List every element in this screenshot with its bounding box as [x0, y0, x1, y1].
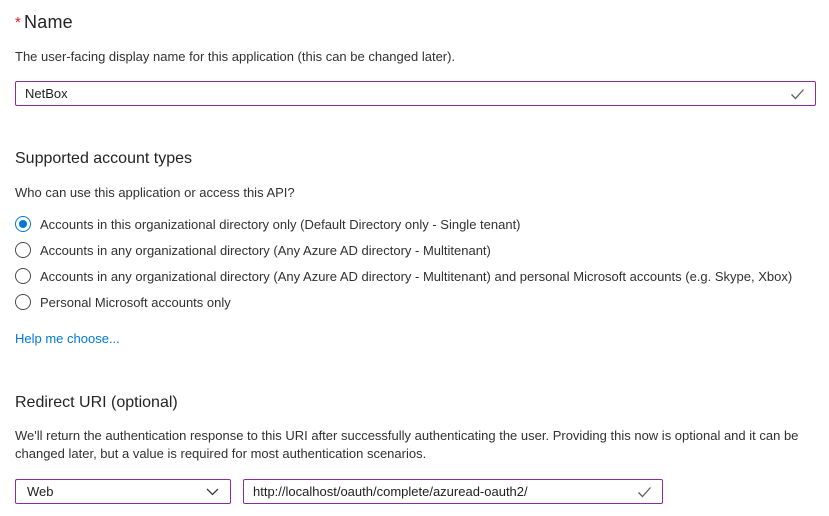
help-me-choose-link[interactable]: Help me choose...: [15, 331, 120, 346]
name-field-label-text: Name: [24, 12, 73, 32]
chevron-down-icon: [206, 488, 219, 496]
radio-option-single-tenant[interactable]: [15, 211, 816, 237]
redirect-uri-row: [15, 479, 816, 504]
radio-button-icon[interactable]: [15, 242, 31, 258]
radio-option-label: Accounts in this organizational directory only (Default Directory only - Single tenant): [40, 216, 521, 232]
redirect-uri-section: [15, 394, 816, 504]
platform-select[interactable]: [15, 479, 231, 504]
name-input-container: [15, 81, 816, 106]
checkmark-icon: [790, 88, 805, 100]
required-asterisk: *: [15, 14, 22, 31]
radio-option-label: Personal Microsoft accounts only: [40, 294, 231, 310]
platform-select-value: Web: [27, 484, 54, 499]
redirect-uri-input-container: [243, 479, 663, 504]
name-input[interactable]: [25, 86, 782, 101]
account-types-question: Who can use this application or access this API?: [15, 185, 295, 200]
checkmark-icon: [637, 486, 652, 498]
redirect-uri-title: Redirect URI (optional): [15, 394, 178, 411]
radio-option-label: Accounts in any organizational directory (Any Azure AD directory - Multitenant): [40, 242, 491, 258]
name-field-label: [15, 12, 816, 33]
redirect-uri-input[interactable]: [253, 484, 629, 499]
radio-option-label: Accounts in any organizational directory (Any Azure AD directory - Multitenant) and personal Microsoft accounts (e.g. Skype, Xbox): [40, 268, 793, 284]
radio-option-personal-only[interactable]: [15, 289, 816, 315]
radio-button-icon[interactable]: [15, 294, 31, 310]
radio-option-multitenant[interactable]: [15, 237, 816, 263]
radio-option-multitenant-personal[interactable]: [15, 263, 816, 289]
name-field-description: The user-facing display name for this application (this can be changed later).: [15, 49, 456, 64]
redirect-uri-description: We'll return the authentication response to this URI after successfully authenticating the user. Providing this now is optional and it can be changed later, but a value is required for most authentication scenarios.: [15, 428, 799, 461]
account-types-radio-group: [15, 211, 816, 315]
supported-account-types-title: Supported account types: [15, 150, 193, 167]
supported-account-types-section: [15, 150, 816, 348]
radio-button-icon[interactable]: [15, 268, 31, 284]
radio-button-icon[interactable]: [15, 216, 31, 232]
